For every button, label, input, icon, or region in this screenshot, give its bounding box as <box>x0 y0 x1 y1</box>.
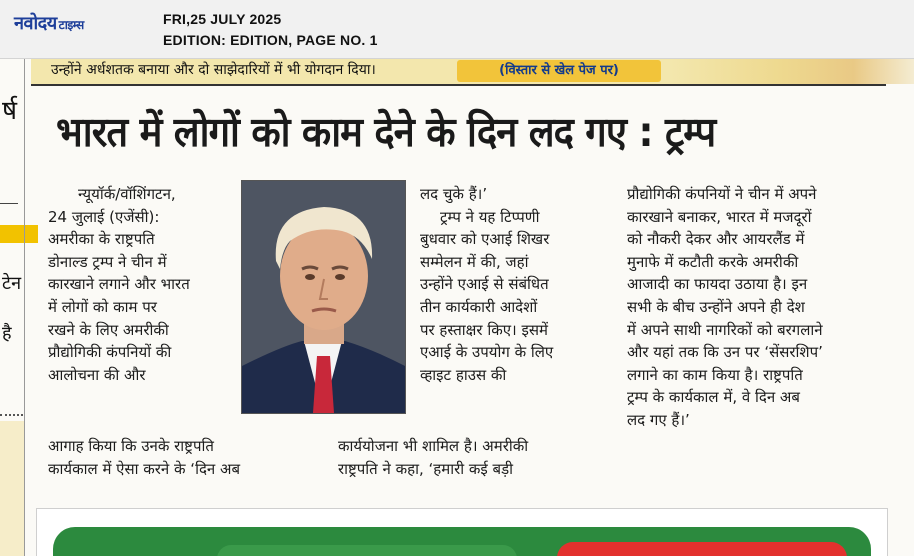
issue-date: FRI,25 JULY 2025 <box>163 11 282 27</box>
left-cream-box <box>0 421 24 556</box>
edition-page: EDITION: EDITION, PAGE NO. 1 <box>163 32 378 48</box>
text-line: में लोगों को काम पर <box>48 297 157 316</box>
text-line: तीन कार्यकारी आदेशों <box>420 297 538 316</box>
teaser-text: उन्होंने अर्धशतक बनाया और दो साझेदारियों में भी योगदान दिया। <box>51 62 376 78</box>
article-column-2 <box>420 183 602 386</box>
left-yellow-strip <box>0 225 38 243</box>
trump-portrait-photo <box>241 180 406 414</box>
text-line: एआई के उपयोग के लिए <box>420 343 554 362</box>
portrait-icon <box>242 181 405 413</box>
column-rule-left <box>24 59 25 556</box>
advertisement-banner[interactable] <box>36 508 888 556</box>
text-line: ट्रम्प के कार्यकाल में, वे दिन अब <box>627 388 800 407</box>
text-line: रखने के लिए अमरीकी <box>48 320 169 339</box>
sports-teaser-banner[interactable] <box>31 59 914 84</box>
banner-rule <box>31 84 886 86</box>
teaser-page-ref[interactable]: (विस्तार से खेल पेज पर) <box>457 60 661 82</box>
text-line: कारखाने बनाकर, भारत में मजदूरों <box>627 207 812 226</box>
article-column-1 <box>48 183 238 386</box>
article-column-3 <box>627 183 889 432</box>
newspaper-logo[interactable] <box>14 11 84 35</box>
text-line: अमरीका के राष्ट्रपति <box>48 230 155 249</box>
article-column-2-continued <box>338 435 600 480</box>
teaser-photo <box>671 59 914 84</box>
left-fragment-1: र्ष <box>2 96 18 126</box>
edition-info <box>163 9 378 51</box>
left-fragment-3: है <box>2 323 12 344</box>
text-line: आलोचना की और <box>48 365 146 384</box>
ad-graphic <box>217 545 517 556</box>
text-line: आजादी का फायदा उठाया है। इन <box>627 275 808 294</box>
text-line: मुनाफे में कटौती करके अमरीकी <box>627 252 799 271</box>
text-line: लगाने का काम किया है। राष्ट्रपति <box>627 365 803 384</box>
article-column-1-continued <box>48 435 308 480</box>
viewer-header <box>0 0 914 59</box>
text-line: लद चुके हैं।’ <box>420 185 488 203</box>
text-line: प्रौद्योगिकी कंपनियों की <box>48 343 172 362</box>
text-line: प्रौद्योगिकी कंपनियों ने चीन में अपने <box>627 185 817 203</box>
text-line: सभी के बीच उन्होंने अपने ही देश <box>627 297 805 316</box>
left-divider <box>0 203 18 204</box>
text-line: और यहां तक कि उन पर ‘सेंसरशिप’ <box>627 343 823 362</box>
text-line: न्यूयॉर्क/वॉशिंगटन, <box>78 185 176 203</box>
text-line: बुधवार को एआई शिखर <box>420 230 550 249</box>
text-line: व्हाइट हाउस की <box>420 365 507 384</box>
text-line: आगाह किया कि उनके राष्ट्रपति <box>48 437 214 455</box>
text-line: पर हस्ताक्षर किए। इसमें <box>420 320 548 339</box>
text-line: 24 जुलाई (एजेंसी): <box>48 207 160 226</box>
left-fragment-2: टेन <box>2 273 22 294</box>
left-dotted-rule <box>0 414 23 416</box>
text-line: को नौकरी देकर और आयरलैंड में <box>627 230 805 249</box>
ad-red-panel <box>557 542 847 556</box>
text-line: सम्मेलन में की, जहां <box>420 252 529 271</box>
article-headline: भारत में लोगों को काम देने के दिन लद गए : ट्रम्प <box>56 108 716 156</box>
text-line: लद गए हैं।’ <box>627 410 690 429</box>
left-adjacent-column <box>0 59 26 556</box>
text-line: कारखाने लगाने और भारत <box>48 275 190 294</box>
text-line: में अपने साथी नागरिकों को बरगलाने <box>627 320 823 339</box>
logo-main-text: नवोदय <box>14 13 57 34</box>
text-line: राष्ट्रपति ने कहा, ‘हमारी कई बड़ी <box>338 459 514 478</box>
text-line: कार्ययोजना भी शामिल है। अमरीकी <box>338 437 529 455</box>
newspaper-page <box>0 59 914 556</box>
text-line: उन्होंने एआई से संबंधित <box>420 275 549 294</box>
logo-sub-text: टाइम्स <box>58 18 84 32</box>
text-line: ट्रम्प ने यह टिप्पणी <box>440 207 540 226</box>
text-line: कार्यकाल में ऐसा करने के ‘दिन अब <box>48 459 241 478</box>
text-line: डोनाल्ड ट्रम्प ने चीन में <box>48 252 167 271</box>
